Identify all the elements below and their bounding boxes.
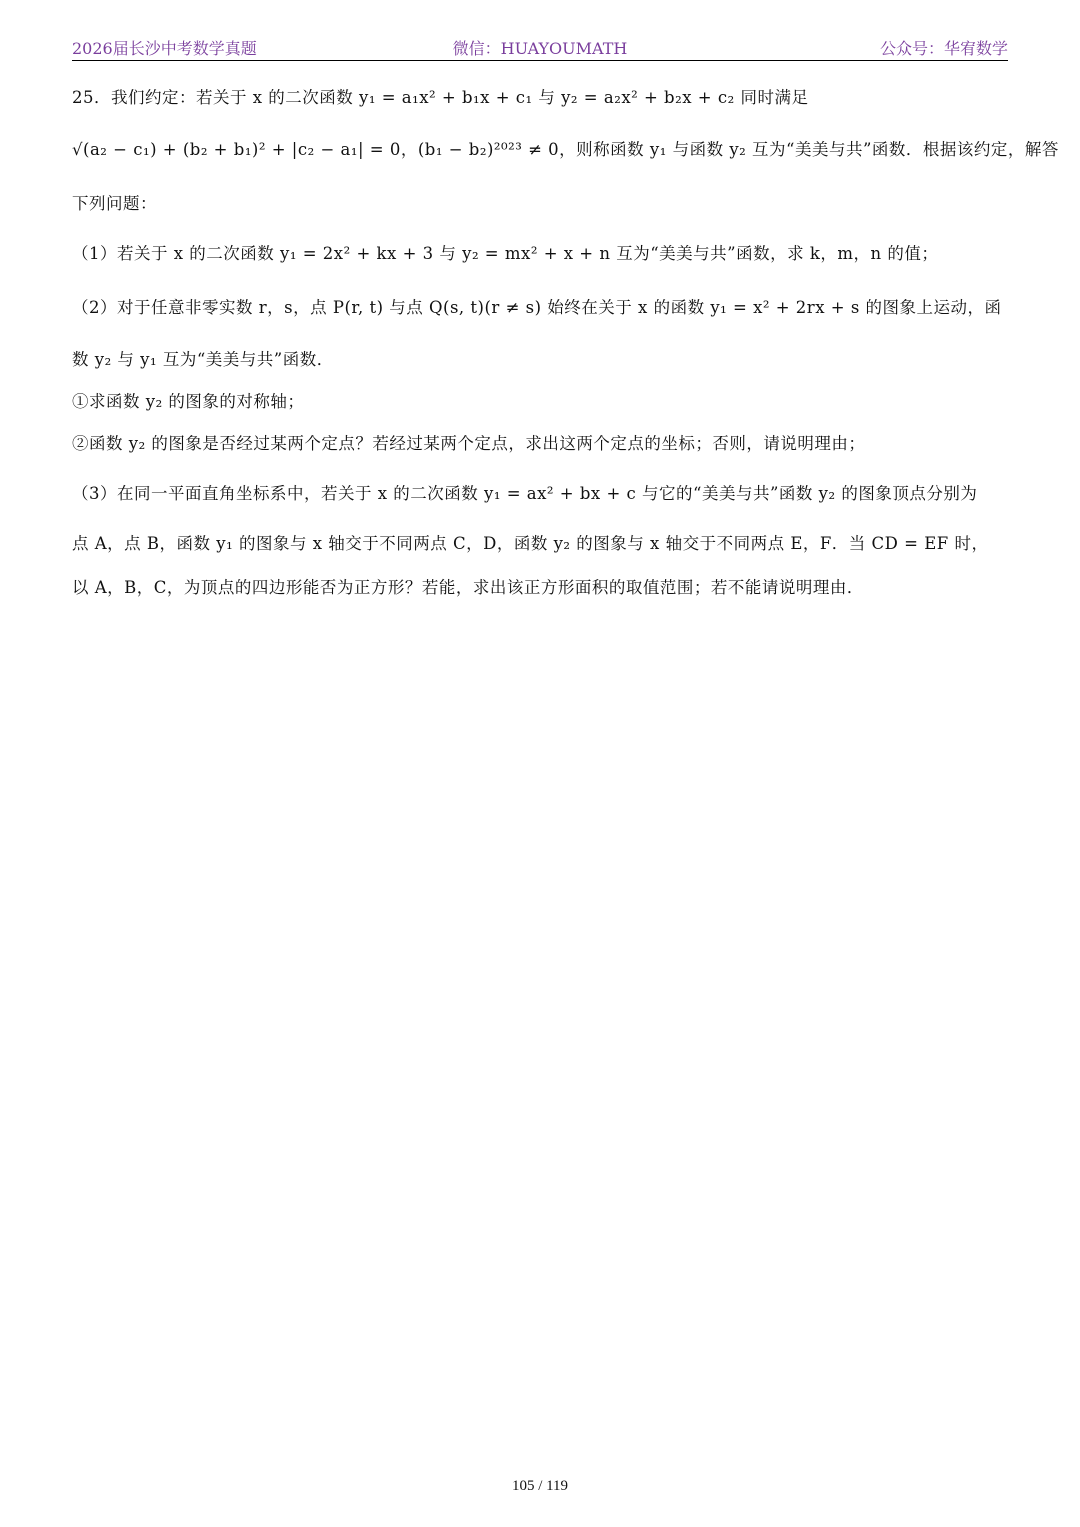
question-3-line-1: （3）在同一平面直角坐标系中，若关于 x 的二次函数 y₁ = ax² + bx + c 与它的“美美与共”函数 y₂ 的图象顶点分别为 [72,484,978,503]
problem-line-2: √(a₂ − c₁) + (b₂ + b₁)² + |c₂ − a₁| = 0，(b₁ − b₂)²⁰²³ ≠ 0，则称函数 y₁ 与函数 y₂ 互为“美美与共”函数．根据该约定，解答 [72,140,1059,159]
page-header [72,32,1008,61]
page-number: 105 / 119 [511,1478,569,1494]
header-account: 公众号：华宥数学 [879,39,1008,58]
header-left-title: 2026届长沙中考数学真题 [72,39,257,58]
problem-line-3: 下列问题： [72,194,157,213]
question-3-line-2: 点 A，点 B，函数 y₁ 的图象与 x 轴交于不同两点 C，D，函数 y₂ 的图象与 x 轴交于不同两点 E，F．当 CD = EF 时， [72,534,989,553]
question-2-part-2: ②函数 y₂ 的图象是否经过某两个定点？若经过某两个定点，求出这两个定点的坐标；否则，请说明理由； [72,434,866,453]
problem-line-1: 25．我们约定：若关于 x 的二次函数 y₁ = a₁x² + b₁x + c₁ 与 y₂ = a₂x² + b₂x + c₂ 同时满足 [72,88,809,107]
question-3-line-3: 以 A，B，C，为顶点的四边形能否为正方形？若能，求出该正方形面积的取值范围；若不能请说明理由． [72,578,864,597]
question-1: （1）若关于 x 的二次函数 y₁ = 2x² + kx + 3 与 y₂ = mx² + x + n 互为“美美与共”函数，求 k，m，n 的值； [72,244,939,263]
header-wechat: 微信：HUAYOUMATH [452,39,628,58]
question-2-line-1: （2）对于任意非零实数 r，s，点 P(r, t) 与点 Q(s, t)(r ≠ s) 始终在关于 x 的函数 y₁ = x² + 2rx + s 的图象上运动，函 [72,298,1002,317]
question-2-part-1: ①求函数 y₂ 的图象的对称轴； [72,392,305,411]
question-2-line-2: 数 y₂ 与 y₁ 互为“美美与共”函数． [72,350,334,369]
